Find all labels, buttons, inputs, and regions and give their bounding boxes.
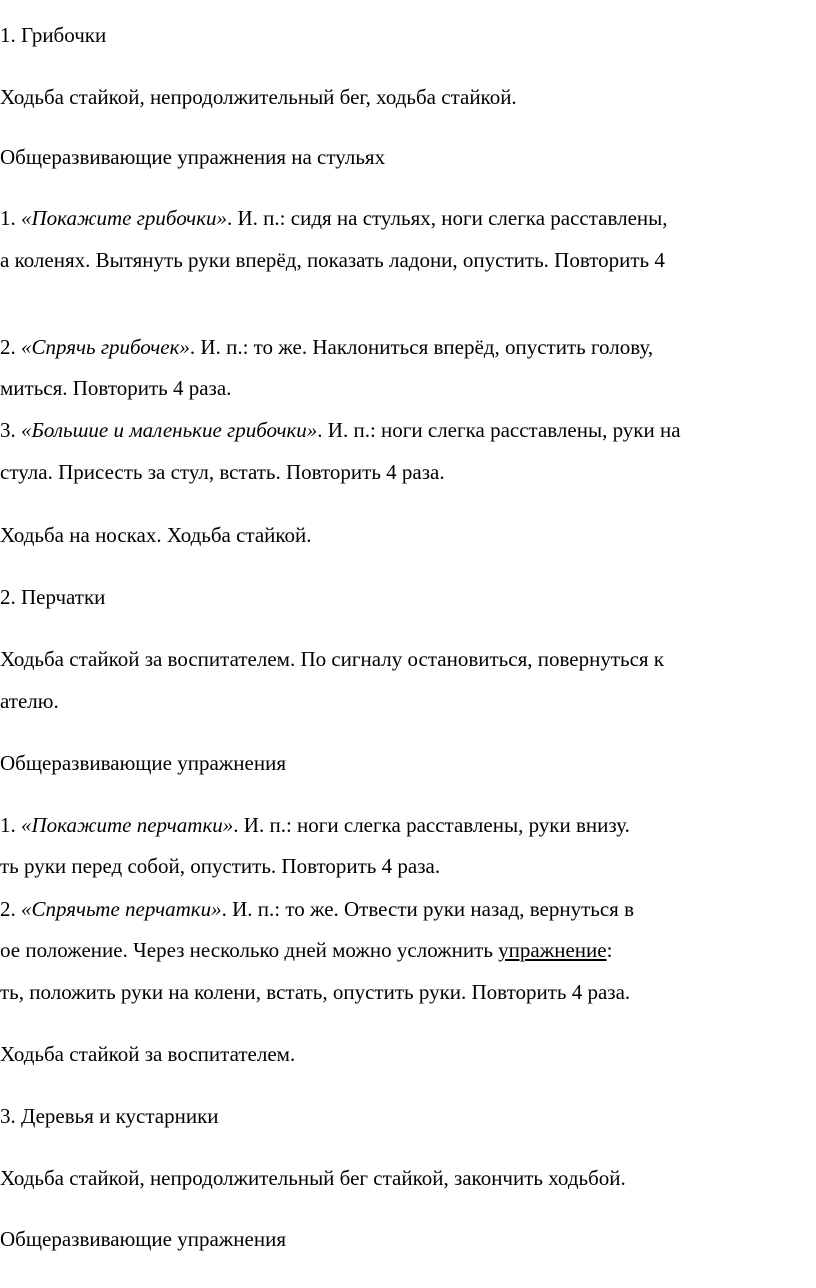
section-heading-trees: 3. Деревья и кустарники <box>0 1104 219 1128</box>
text-segment: ое положение. Через несколько дней можно усложнить <box>0 938 499 962</box>
paragraph-exercises-heading: Общеразвивающие упражнения <box>0 1227 287 1251</box>
section-heading-gloves: 2. Перчатки <box>0 585 106 609</box>
exercise-text: . И. п.: то же. Отвести руки назад, вернуться в <box>221 897 635 921</box>
text-line: ателю. <box>0 689 59 713</box>
text-line <box>0 937 612 963</box>
exercise-title: «Спрячь грибочек» <box>21 335 190 359</box>
exercise-link[interactable]: упражнение <box>498 938 607 962</box>
paragraph-walking: Ходьба на носках. Ходьба стайкой. <box>0 523 312 547</box>
exercise-number: 1. <box>0 813 21 837</box>
text-line: а коленях. Вытянуть руки вперёд, показать ладони, опустить. Повторить 4 <box>0 248 665 272</box>
exercise-title: «Покажите перчатки» <box>21 813 234 837</box>
exercise-line <box>0 205 668 231</box>
section-heading-mushrooms: 1. Грибочки <box>0 23 107 47</box>
paragraph-walking: Ходьба стайкой за воспитателем. <box>0 1042 296 1066</box>
exercise-number: 3. <box>0 418 21 442</box>
exercise-line <box>0 334 653 360</box>
exercise-line <box>0 896 634 922</box>
paragraph-walking: Ходьба стайкой за воспитателем. По сигналу остановиться, повернуться к <box>0 647 665 671</box>
exercise-text: . И. п.: ноги слегка расставлены, руки внизу. <box>233 813 630 837</box>
exercise-text: . И. п.: ноги слегка расставлены, руки на <box>317 418 681 442</box>
exercise-number: 2. <box>0 335 21 359</box>
exercise-title: «Покажите грибочки» <box>21 206 228 230</box>
paragraph-exercises-heading: Общеразвивающие упражнения <box>0 751 287 775</box>
paragraph-exercises-heading: Общеразвивающие упражнения на стульях <box>0 145 386 169</box>
exercise-title: «Большие и маленькие грибочки» <box>21 418 318 442</box>
text-line: миться. Повторить 4 раза. <box>0 376 232 400</box>
text-line: ть, положить руки на колени, встать, опустить руки. Повторить 4 раза. <box>0 980 631 1004</box>
text-line: ть руки перед собой, опустить. Повторить 4 раза. <box>0 854 441 878</box>
paragraph-walking: Ходьба стайкой, непродолжительный бег, ходьба стайкой. <box>0 85 517 109</box>
exercise-text: . И. п.: сидя на стульях, ноги слегка расставлены, <box>227 206 668 230</box>
exercise-number: 1. <box>0 206 21 230</box>
text-segment: : <box>606 938 613 962</box>
exercise-line <box>0 812 630 838</box>
exercise-text: . И. п.: то же. Наклониться вперёд, опустить голову, <box>189 335 654 359</box>
exercise-line <box>0 417 681 443</box>
exercise-title: «Спрячьте перчатки» <box>21 897 222 921</box>
exercise-number: 2. <box>0 897 21 921</box>
text-line: стула. Присесть за стул, встать. Повторить 4 раза. <box>0 460 445 484</box>
paragraph-walking: Ходьба стайкой, непродолжительный бег стайкой, закончить ходьбой. <box>0 1166 626 1190</box>
